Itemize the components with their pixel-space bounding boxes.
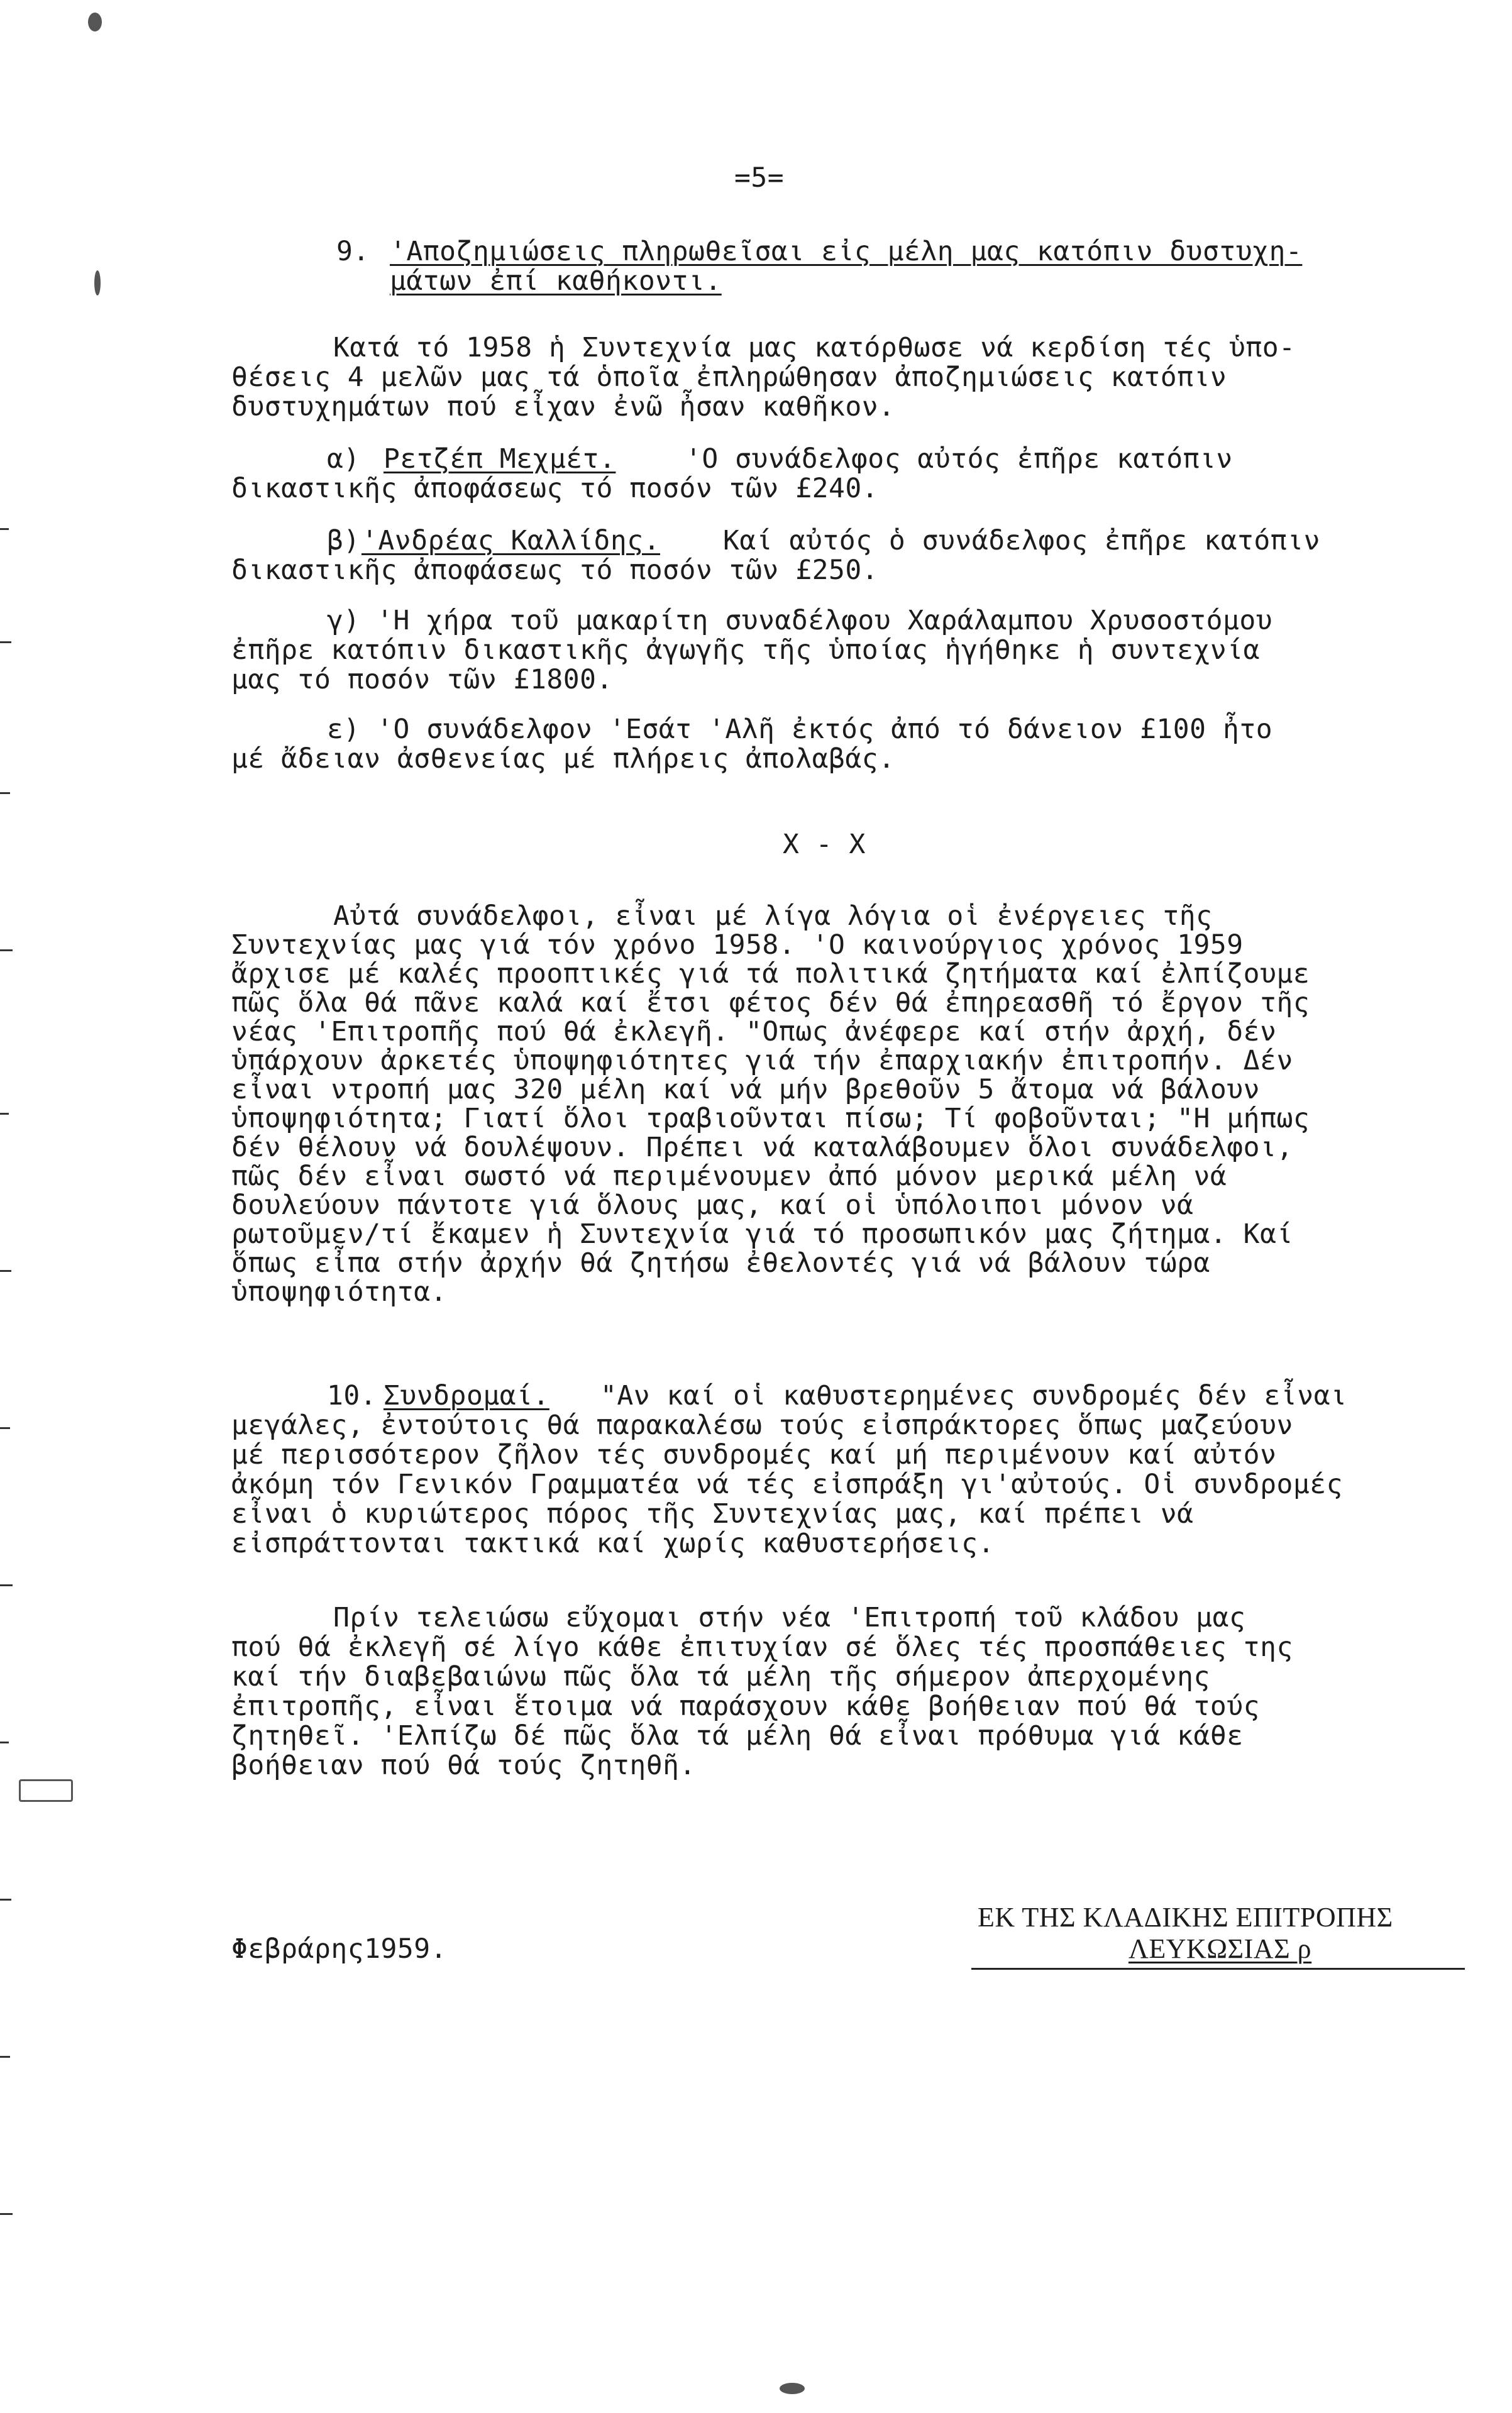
item10-line: εἰσπράττονται τακτικά καί χωρίς καθυστερήσεις. <box>231 1528 995 1559</box>
main-paragraph-line: ὑπάρχουν ἀρκετές ὑποψηφιότητες γιά τήν ἐπαρχιακήν ἐπιτροπήν. Δέν <box>231 1045 1293 1076</box>
closing-paragraph-line: Πρίν τελειώσω εὔχομαι στήν νέα 'Επιτροπή τοῦ κλάδου μας <box>333 1602 1246 1633</box>
item9-b-label: β) <box>327 525 360 556</box>
closing-paragraph-line: ἐπιτροπῆς, εἶναι ἕτοιμα νά παράσχουν κάθε βοήθειαν πού θά τούς <box>231 1691 1261 1722</box>
item9-c-line: μας τό ποσόν τῶν £1800. <box>231 664 613 695</box>
signature-underline <box>971 1968 1465 1970</box>
item9-a-text: δικαστικῆς ἀποφάσεως τό ποσόν τῶν £240. <box>231 473 879 504</box>
scan-edge-mark <box>0 1899 11 1901</box>
scan-edge-mark <box>0 792 10 794</box>
scan-edge-mark <box>0 641 11 643</box>
scan-edge-mark <box>0 2213 13 2215</box>
signature-line-2: ΛΕΥΚΩΣΙΑΣ ρ <box>1128 1933 1312 1964</box>
scan-edge-mark <box>0 1113 9 1115</box>
closing-paragraph-line: βοήθειαν πού θά τούς ζητηθῆ. <box>231 1750 696 1781</box>
main-paragraph-line: ἄρχισε μέ καλές προοπτικές γιά τά πολιτικά ζητήματα καί ἐλπίζουμε <box>231 958 1310 990</box>
scan-speck <box>88 13 102 31</box>
item9-e-line: μέ ἄδειαν ἀσθενείας μέ πλήρεις ἀπολαβάς. <box>231 743 895 775</box>
item9-intro-line: δυστυχημάτων πού εἶχαν ἐνῶ ἦσαν καθῆκον. <box>231 391 895 422</box>
scan-speck <box>780 2383 805 2394</box>
item9-intro-line: Κατά τό 1958 ἡ Συντεχνία μας κατόρθωσε νά κερδίση τές ὑπο- <box>333 332 1296 363</box>
main-paragraph-line: πῶς ὅλα θά πᾶνε καλά καί ἔτσι φέτος δέν θά ἐπηρεασθῆ τό ἔργον τῆς <box>231 987 1310 1019</box>
item9-a-text: 'Ο συνάδελφος αὐτός ἐπῆρε κατόπιν <box>685 443 1233 475</box>
main-paragraph-line: Συντεχνίας μας γιά τόν χρόνο 1958. 'Ο καινούργιος χρόνος 1959 <box>231 929 1244 961</box>
item9-b-text: Καί αὐτός ὁ συνάδελφος ἐπῆρε κατόπιν <box>723 525 1320 556</box>
item10-line: μέ περισσότερον ζῆλον τές συνδρομές καί μή περιμένουν καί αὐτόν <box>231 1439 1277 1471</box>
item9-a-name: Ρετζέπ Μεχμέτ. <box>384 443 616 475</box>
main-paragraph-line: ὅπως εἶπα στήν ἀρχήν θά ζητήσω ἐθελοντές γιά νά βάλουν τώρα <box>231 1247 1210 1279</box>
item10-number: 10. <box>327 1380 377 1411</box>
closing-paragraph-line: καί τήν διαβεβαιώνω πῶς ὅλα τά μέλη τῆς σήμερον ἀπερχομένης <box>231 1661 1210 1692</box>
item10-line: μεγάλες, ἐντούτοις θά παρακαλέσω τούς εἰσπράκτορες ὅπως μαζεύουν <box>231 1410 1293 1441</box>
scan-edge-mark <box>0 2056 10 2058</box>
scan-edge-mark <box>0 1742 9 1743</box>
scan-edge-mark <box>0 1270 11 1272</box>
item9-title-line2: μάτων ἐπί καθήκοντι. <box>390 265 722 297</box>
main-paragraph-line: Αὐτά συνάδελφοι, εἶναι μέ λίγα λόγια οἱ ἐνέργειες τῆς <box>333 900 1213 932</box>
main-paragraph-line: ρωτοῦμεν/τί ἔκαμεν ἡ Συντεχνία γιά τό προσωπικόν μας ζήτημα. Καί <box>231 1218 1293 1250</box>
item9-e-line: ε) 'Ο συνάδελφον 'Εσάτ 'Αλῆ ἐκτός ἀπό τό δάνειον £100 ἦτο <box>327 714 1273 745</box>
main-paragraph-line: εἶναι ντροπή μας 320 μέλη καί νά μήν βρεθοῦν 5 ἄτομα νά βάλουν <box>231 1074 1261 1105</box>
item9-a-label: α) <box>327 443 360 475</box>
scan-speck <box>94 270 101 295</box>
item9-intro-line: θέσεις 4 μελῶν μας τά ὁποῖα ἐπληρώθησαν ἀποζημιώσεις κατόπιν <box>231 362 1227 393</box>
item9-number: 9. <box>336 236 370 267</box>
item9-c-line: γ) 'Η χήρα τοῦ μακαρίτη συναδέλφου Χαράλαμπου Χρυσοστόμου <box>327 605 1273 636</box>
closing-paragraph-line: πού θά ἐκλεγῆ σέ λίγο κάθε ἐπιτυχίαν σέ ὅλες τές προσπάθειες της <box>231 1632 1293 1663</box>
main-paragraph-line: πῶς δέν εἶναι σωστό νά περιμένουμεν ἀπό μόνον μερικά μέλη νά <box>231 1161 1227 1192</box>
section-separator: Χ - Χ <box>783 829 866 860</box>
item9-c-line: ἐπῆρε κατόπιν δικαστικῆς ἀγωγῆς τῆς ὑποίας ἡγήθηκε ἡ συντεχνία <box>231 634 1261 666</box>
page-number: =5= <box>734 162 785 194</box>
scan-edge-mark <box>0 1427 10 1429</box>
main-paragraph-line: ὑποψηφιότητα; Γιατί ὅλοι τραβιοῦνται πίσω; Τί φοβοῦνται; "Η μήπως <box>231 1103 1310 1134</box>
main-paragraph-line: ὑποψηφιότητα. <box>231 1276 448 1308</box>
item9-title-line1: 'Αποζημιώσεις πληρωθεῖσαι εἰς μέλη μας κατόπιν δυστυχη- <box>390 236 1303 267</box>
scan-edge-mark <box>0 949 13 951</box>
closing-paragraph-line: ζητηθεῖ. 'Ελπίζω δέ πῶς ὅλα τά μέλη θά εἶναι πρόθυμα γιά κάθε <box>231 1720 1244 1752</box>
item10-line: εἶναι ὁ κυριώτερος πόρος τῆς Συντεχνίας μας, καί πρέπει νά <box>231 1498 1194 1530</box>
signature-line-1: ΕΚ ΤΗΣ ΚΛΑΔΙΚΗΣ ΕΠΙΤΡΟΠΗΣ <box>978 1902 1393 1933</box>
item10-title: Συνδρομαί. <box>384 1380 549 1411</box>
scan-edge-mark <box>0 1584 13 1586</box>
item10-line: "Αν καί οἱ καθυστερημένες συνδρομές δέν εἶναι <box>600 1380 1347 1411</box>
scan-speck <box>19 1779 73 1802</box>
item10-line: ἀκόμη τόν Γενικόν Γραμματέα νά τές εἰσπράξη γι'αὐτούς. Οἱ συνδρομές <box>231 1469 1344 1500</box>
scan-edge-mark <box>0 528 9 530</box>
main-paragraph-line: νέας 'Επιτροπῆς πού θά ἐκλεγῆ. "Οπως ἀνέφερε καί στήν ἀρχή, δέν <box>231 1016 1277 1047</box>
main-paragraph-line: δέν θέλουν νά δουλέψουν. Πρέπει νά καταλάβουμεν ὅλοι συνάδελφοι, <box>231 1132 1293 1163</box>
item9-b-name: 'Ανδρέας Καλλίδης. <box>361 525 660 556</box>
main-paragraph-line: δουλεύουν πάντοτε γιά ὅλους μας, καί οἱ ὑπόλοιποι μόνον νά <box>231 1190 1194 1221</box>
item9-b-text: δικαστικῆς ἀποφάσεως τό ποσόν τῶν £250. <box>231 555 879 586</box>
document-date: Φεβράρης1959. <box>231 1933 448 1965</box>
